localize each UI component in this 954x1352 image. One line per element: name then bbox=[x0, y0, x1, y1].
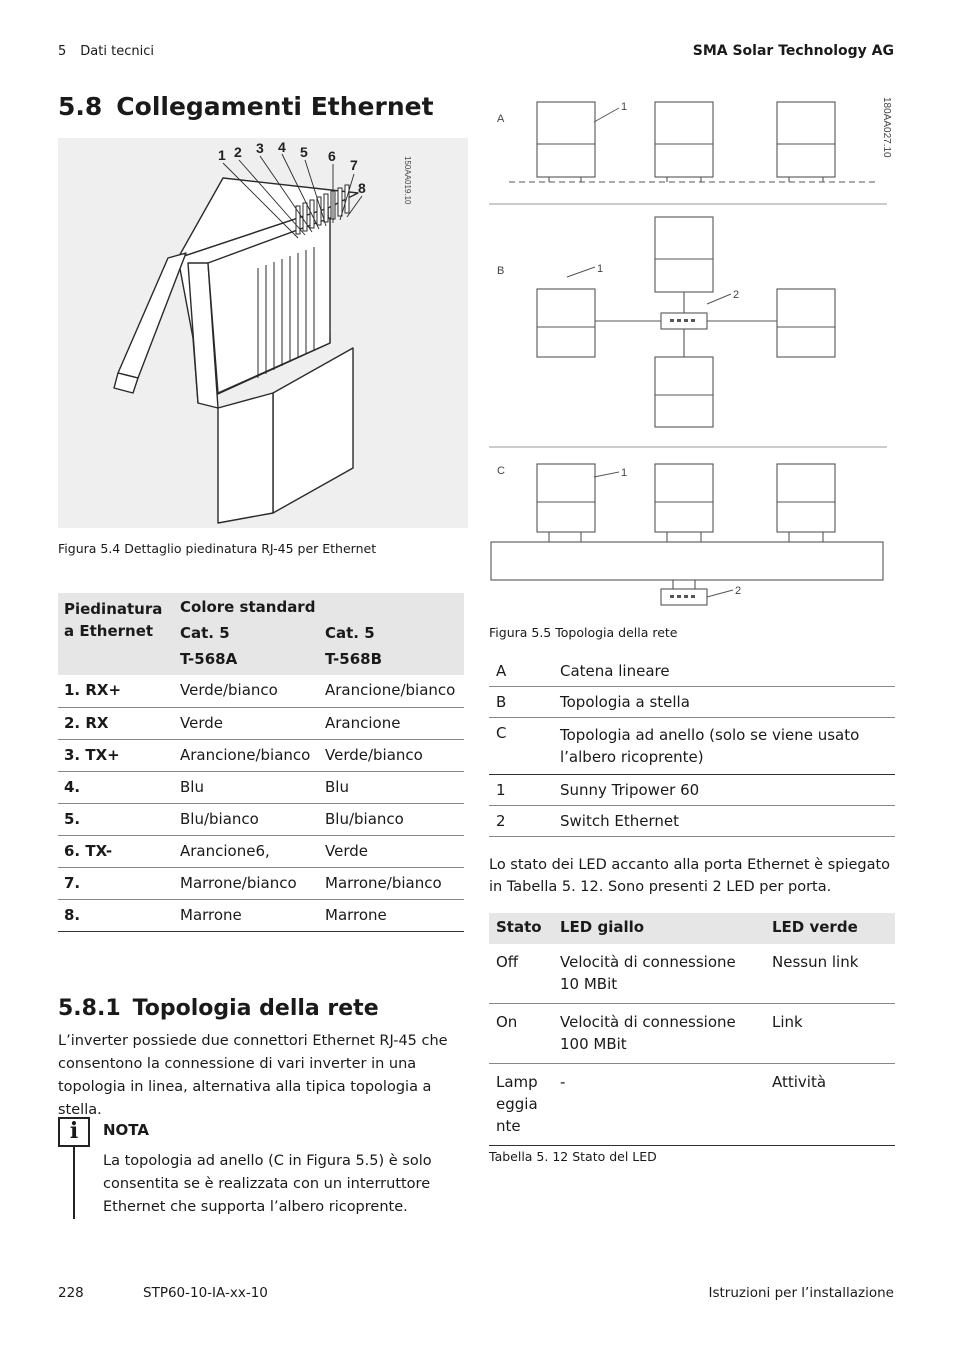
rj45-callout-1: 1 bbox=[218, 147, 226, 163]
table-row bbox=[489, 718, 895, 775]
note-text: La topologia ad anello (C in Figura 5.5) è solo consentita se è realizzata con un interruttore Ethernet che supporta l’albero ricoprente. bbox=[103, 1153, 432, 1215]
table-row bbox=[489, 1064, 895, 1146]
document-code: STP60-10-IA-xx-10 bbox=[143, 1285, 268, 1301]
state-cell: Lampeggiante bbox=[489, 1064, 553, 1146]
color-a-cell: Verde bbox=[174, 707, 319, 739]
legend-key: B bbox=[489, 687, 553, 718]
table-row bbox=[58, 675, 464, 707]
rj45-figure bbox=[58, 138, 468, 528]
section-heading bbox=[58, 92, 434, 121]
figure-5-5-caption: Figura 5.5 Topologia della rete bbox=[489, 625, 678, 640]
led-intro-paragraph: Lo stato dei LED accanto alla porta Ethernet è spiegato in Tabella 5. 12. Sono presenti 2 LED per porta. bbox=[489, 857, 891, 895]
table-row bbox=[58, 771, 464, 803]
color-b-cell: Verde/bianco bbox=[319, 739, 464, 771]
color-a-cell: Marrone bbox=[174, 899, 319, 931]
section-number: 5.8 bbox=[58, 92, 103, 121]
legend-key: 2 bbox=[489, 806, 553, 837]
color-b-cell: Marrone bbox=[319, 899, 464, 931]
color-b-cell: Blu/bianco bbox=[319, 803, 464, 835]
table-row bbox=[489, 944, 895, 1004]
table-row bbox=[58, 835, 464, 867]
running-header-company: SMA Solar Technology AG bbox=[692, 43, 894, 59]
pin-cell: 8. bbox=[58, 899, 174, 931]
manual-title: Istruzioni per l’installazione bbox=[708, 1285, 894, 1301]
subsection-number: 5.8.1 bbox=[58, 996, 121, 1021]
yellow-led-cell: Velocità di connessione 10 MBit bbox=[553, 944, 765, 1004]
state-header: Stato bbox=[489, 913, 553, 944]
table-row bbox=[58, 867, 464, 899]
note-title: NOTA bbox=[103, 1121, 149, 1139]
legend-key: A bbox=[489, 656, 553, 687]
green-led-cell: Attività bbox=[765, 1064, 895, 1146]
topology-figure-code: 180AA027.10 bbox=[881, 97, 892, 158]
topology-figure bbox=[489, 92, 899, 612]
topology-callout-2c: 2 bbox=[735, 585, 742, 597]
std-header-b: T-568B bbox=[319, 646, 464, 675]
topology-callout-2b: 2 bbox=[733, 289, 740, 301]
pinout-table bbox=[58, 593, 464, 932]
yellow-led-cell: - bbox=[553, 1064, 765, 1146]
color-a-cell: Blu bbox=[174, 771, 319, 803]
rj45-callout-6: 6 bbox=[328, 148, 336, 164]
color-b-cell: Arancione bbox=[319, 707, 464, 739]
rj45-callout-8: 8 bbox=[358, 180, 366, 196]
std-header-a: T-568A bbox=[174, 646, 319, 675]
info-icon: i bbox=[58, 1117, 90, 1147]
yellow-led-cell: Velocità di connessione 100 MBit bbox=[553, 1004, 765, 1064]
table-row bbox=[58, 803, 464, 835]
pin-cell: 6. TX- bbox=[58, 835, 174, 867]
rj45-figure-code: 150AA019.10 bbox=[403, 156, 412, 205]
topology-label-a: A bbox=[497, 113, 505, 125]
table-row bbox=[489, 806, 895, 837]
rj45-callout-3: 3 bbox=[256, 140, 264, 156]
running-header-chapter bbox=[58, 44, 154, 59]
color-a-cell: Arancione6, bbox=[174, 835, 319, 867]
cat-header-a: Cat. 5 bbox=[174, 620, 319, 646]
led-status-table bbox=[489, 913, 895, 1146]
color-header: Colore standard bbox=[174, 593, 464, 620]
table-row bbox=[58, 739, 464, 771]
section-title: Collegamenti Ethernet bbox=[116, 92, 434, 121]
figure-5-4-caption: Figura 5.4 Dettaglio piedinatura RJ-45 per Ethernet bbox=[58, 541, 377, 556]
green-led-cell: Nessun link bbox=[765, 944, 895, 1004]
color-b-cell: Verde bbox=[319, 835, 464, 867]
table-row bbox=[58, 707, 464, 739]
rj45-callout-2: 2 bbox=[234, 144, 242, 160]
legend-value: Sunny Tripower 60 bbox=[553, 775, 895, 806]
topology-callout-1a: 1 bbox=[621, 101, 628, 113]
subsection-heading bbox=[58, 996, 379, 1021]
color-a-cell: Verde/bianco bbox=[174, 675, 319, 707]
pin-cell: 5. bbox=[58, 803, 174, 835]
topology-label-c: C bbox=[497, 465, 505, 477]
legend-key: C bbox=[489, 718, 553, 775]
green-led-cell: Link bbox=[765, 1004, 895, 1064]
color-a-cell: Blu/bianco bbox=[174, 803, 319, 835]
subsection-paragraph: L’inverter possiede due connettori Ethernet RJ-45 che consentono la connessione di vari inverter in una topologia in linea, alternativa alla tipica topologia a stella. bbox=[58, 1033, 448, 1118]
color-b-cell: Blu bbox=[319, 771, 464, 803]
rj45-callout-4: 4 bbox=[278, 139, 286, 155]
legend-value: Switch Ethernet bbox=[553, 806, 895, 837]
topology-legend-table bbox=[489, 656, 895, 837]
table-row bbox=[489, 1004, 895, 1064]
legend-value: Topologia ad anello (solo se viene usato l’albero ricoprente) bbox=[553, 718, 895, 775]
pin-cell: 3. TX+ bbox=[58, 739, 174, 771]
color-a-cell: Arancione/bianco bbox=[174, 739, 319, 771]
green-led-header: LED verde bbox=[765, 913, 895, 944]
rj45-callout-5: 5 bbox=[300, 144, 308, 160]
topology-label-b: B bbox=[497, 265, 505, 277]
legend-value: Topologia a stella bbox=[553, 687, 895, 718]
chapter-title: Dati tecnici bbox=[80, 44, 154, 59]
chapter-number: 5 bbox=[58, 44, 67, 59]
color-b-cell: Marrone/bianco bbox=[319, 867, 464, 899]
state-cell: On bbox=[489, 1004, 553, 1064]
legend-key: 1 bbox=[489, 775, 553, 806]
table-row bbox=[489, 775, 895, 806]
table-row bbox=[489, 687, 895, 718]
table-row bbox=[489, 656, 895, 687]
topology-callout-1b: 1 bbox=[597, 263, 604, 275]
subsection-title: Topologia della rete bbox=[132, 996, 379, 1021]
color-a-cell: Marrone/bianco bbox=[174, 867, 319, 899]
pin-header: Piedinatura a Ethernet bbox=[58, 593, 174, 675]
cat-header-b: Cat. 5 bbox=[319, 620, 464, 646]
pin-cell: 2. RX bbox=[58, 707, 174, 739]
yellow-led-header: LED giallo bbox=[553, 913, 765, 944]
legend-value: Catena lineare bbox=[553, 656, 895, 687]
page-number: 228 bbox=[58, 1285, 84, 1301]
table-5-12-caption: Tabella 5. 12 Stato del LED bbox=[489, 1149, 657, 1164]
state-cell: Off bbox=[489, 944, 553, 1004]
pin-cell: 1. RX+ bbox=[58, 675, 174, 707]
topology-callout-1c: 1 bbox=[621, 467, 628, 479]
pin-cell: 4. bbox=[58, 771, 174, 803]
rj45-callout-7: 7 bbox=[350, 157, 358, 173]
pin-cell: 7. bbox=[58, 867, 174, 899]
note-rule bbox=[73, 1147, 75, 1219]
color-b-cell: Arancione/bianco bbox=[319, 675, 464, 707]
table-row bbox=[58, 899, 464, 931]
